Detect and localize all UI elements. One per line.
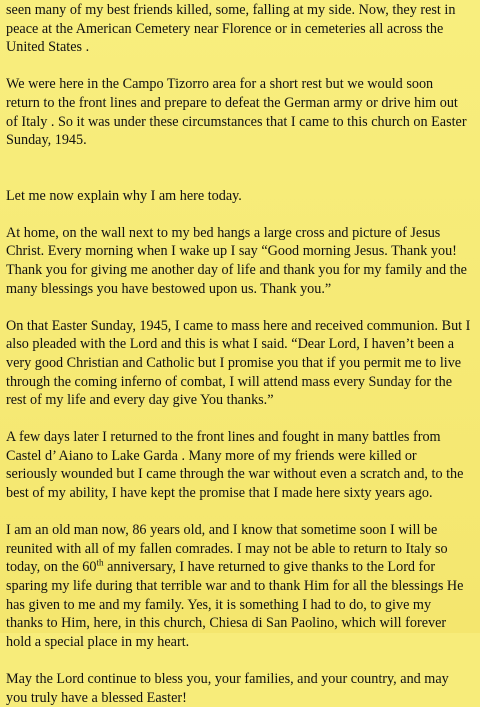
text-line: I am an old man now, 86 years old, and I know that sometime soon I will be bbox=[6, 522, 438, 539]
text-line: return to the front lines and prepare to defeat the German army or drive him out bbox=[6, 94, 458, 111]
text-line: thanks to Him, here, in this church, Chiesa di San Paolino, which will forever bbox=[6, 615, 447, 632]
text-line: On that Easter Sunday, 1945, I came to mass here and received communion. But I bbox=[6, 317, 471, 334]
paragraph-7 bbox=[6, 521, 474, 651]
paragraph-5 bbox=[6, 317, 474, 410]
text-line: Christ. Every morning when I wake up I say “Good morning Jesus. Thank you! bbox=[6, 243, 457, 260]
paragraph-4 bbox=[6, 224, 474, 298]
paragraph-3 bbox=[6, 187, 474, 206]
text-line: you truly have a blessed Easter! bbox=[6, 689, 187, 706]
paragraph-8 bbox=[6, 670, 474, 707]
text-line: peace at the American Cemetery near Florence or in cemeteries all across the bbox=[6, 20, 444, 37]
text-line: very good Christian and Catholic but I promise you that if you permit me to live bbox=[6, 354, 462, 371]
text-line: Castel d’ Aiano to Lake Garda . Many more of my friends were killed or bbox=[6, 447, 417, 464]
text-line: many blessings you have bestowed upon us. Thank you.” bbox=[6, 280, 332, 297]
text-line: seen many of my best friends killed, some, falling at my side. Now, they rest in bbox=[6, 2, 456, 18]
text-line: Let me now explain why I am here today. bbox=[6, 187, 242, 204]
paragraph-6 bbox=[6, 428, 474, 502]
anniversary-before: today, on the 60 bbox=[6, 559, 97, 576]
text-line: seriously wounded but I came through the war without even a scratch and, to the bbox=[6, 466, 464, 483]
text-line: May the Lord continue to bless you, your families, and your country, and may bbox=[6, 671, 449, 687]
anniversary-line bbox=[6, 558, 474, 577]
text-line: Sunday, 1945. bbox=[6, 132, 87, 149]
text-line: has given to me and my family. Yes, it is something I had to do, to give my bbox=[6, 596, 432, 613]
text-line: At home, on the wall next to my bed hangs a large cross and picture of Jesus bbox=[6, 224, 441, 241]
paragraph-2 bbox=[6, 75, 474, 149]
anniversary-after: anniversary, I have returned to give thanks to the Lord for bbox=[103, 559, 436, 576]
anniversary-superscript: th bbox=[96, 557, 104, 568]
text-line: Thank you for giving me another day of life and thank you for my family and the bbox=[6, 261, 467, 278]
text-line: rest of my life and every day give You thanks.” bbox=[6, 392, 274, 409]
text-line: sparing my life during that terrible war and to thank Him for all the blessings He bbox=[6, 578, 464, 595]
text-line: best of my ability, I have kept the promise that I made here sixty years ago. bbox=[6, 485, 433, 502]
text-line: United States . bbox=[6, 39, 90, 56]
text-line: of Italy . So it was under these circumstances that I came to this church on Easter bbox=[6, 113, 467, 130]
text-line: reunited with all of my fallen comrades. I may not be able to return to Italy so bbox=[6, 540, 448, 557]
text-line: We were here in the Campo Tizorro area for a short rest but we would soon bbox=[6, 76, 434, 93]
text-line: A few days later I returned to the front lines and fought in many battles from bbox=[6, 429, 441, 446]
text-line: through the coming inferno of combat, I will attend mass every Sunday for the bbox=[6, 373, 453, 390]
text-line: hold a special place in my heart. bbox=[6, 633, 190, 650]
paragraph-1 bbox=[6, 1, 474, 57]
text-line: also pleaded with the Lord and this is what I said. “Dear Lord, I haven’t been a bbox=[6, 336, 455, 353]
